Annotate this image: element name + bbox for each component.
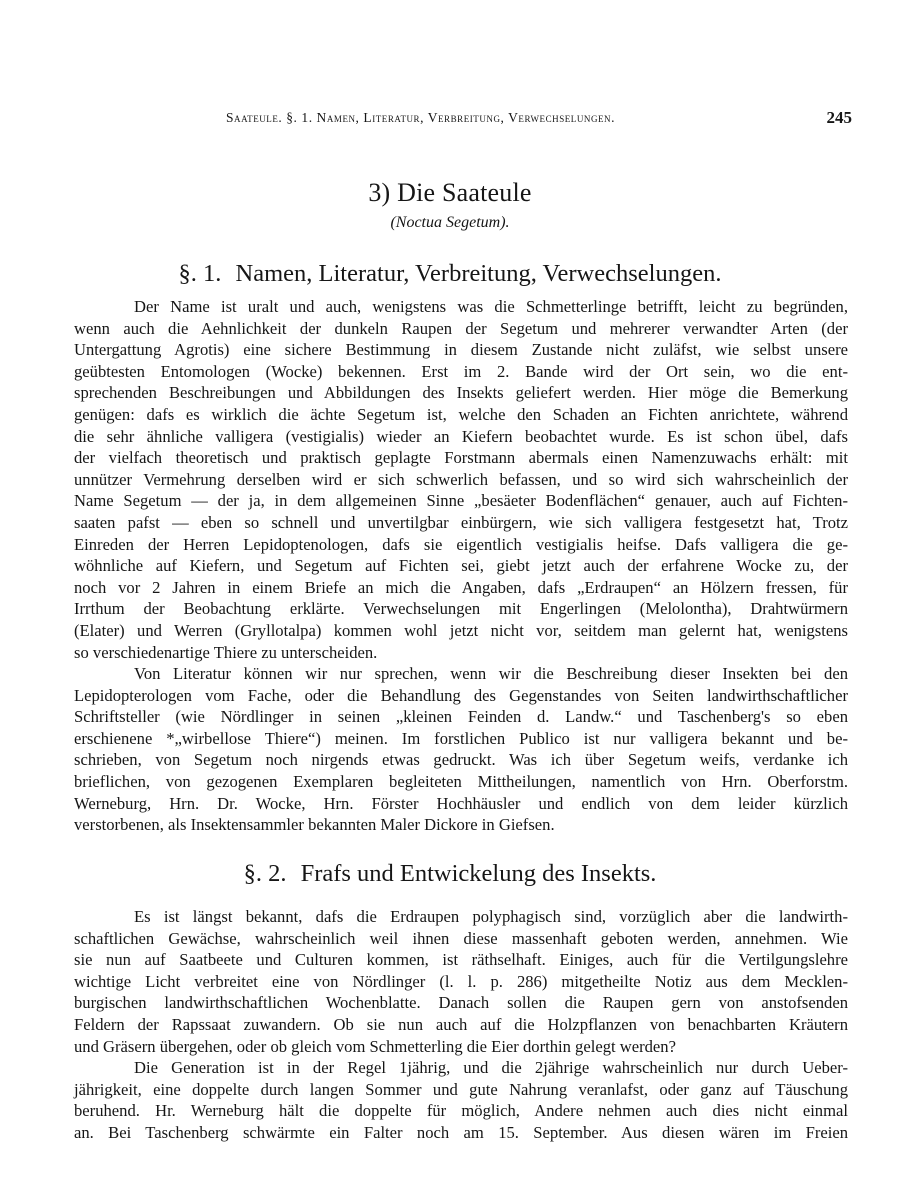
- text-line: Es ist längst bekannt, dafs die Erdraupen polyphagisch sind, vorzüglich aber die landwirth-: [134, 907, 848, 926]
- text-line: Der Name ist uralt und auch, wenigstens was die Schmetterlinge betrifft, leicht zu begründen,: [134, 297, 848, 316]
- text-line: erschienene *„wirbellose Thiere“) meinen. Im forstlichen Publico ist nur valligera bekannt und be-: [74, 728, 848, 748]
- text-line: schrieben, von Segetum noch nirgends etwas gedruckt. Was ich über Segetum weifs, verdanke ich: [74, 750, 848, 770]
- text-line: der vielfach theoretisch und praktisch geplagte Forstmann abermals einen Namenzuwachs erhält: mit: [74, 448, 848, 468]
- text-line: Werneburg, Hrn. Dr. Wocke, Hrn. Förster Hochhäusler und endlich von dem leider kürzlich: [74, 793, 848, 813]
- text-line: Schriftsteller (wie Nördlinger in seinen „kleinen Feinden d. Landw.“ und Taschenberg's so eben: [74, 707, 848, 727]
- text-line: Die Generation ist in der Regel 1jährig, und die 2jährige wahrscheinlich nur durch Ueber-: [134, 1058, 848, 1078]
- page-number: 245: [826, 108, 852, 127]
- text-line: Einreden der Herren Lepidoptenologen, dafs sie eigentlich vestigialis heifse. Dafs valligera die ge-: [74, 534, 848, 554]
- text-line: Untergattung Agrotis) eine sichere Bestimmung in diesem Zustande nicht zuläfst, wie selbst unsere: [74, 340, 848, 360]
- section-1-number: §. 1.: [178, 260, 222, 287]
- text-line: beruhend. Hr. Werneburg hält die doppelte für möglich, Andere nehmen auch dies nicht einmal: [74, 1101, 848, 1121]
- text-line: unnützer Vermehrung derselben wird er sich schwerlich befassen, und so wird sich wahrscheinlich der: [74, 469, 848, 489]
- section-2-body: [74, 906, 848, 1144]
- running-head-text: Saateule. §. 1. Namen, Literatur, Verbreitung, Verwechselungen.: [226, 110, 616, 125]
- text-line: Lepidopterologen vom Fache, oder die Behandlung des Gegenstandes von Seiten landwirthschaftlicher: [74, 685, 848, 705]
- section-2-title: Frafs und Entwickelung des Insekts.: [300, 860, 657, 887]
- text-line: wöhnliche auf Kiefern, und Segetum auf Fichten sei, giebt jetzt auch der erfahrene Wocke zu, der: [74, 556, 848, 576]
- text-line: (Elater) und Werren (Gryllotalpa) kommen wohl jetzt nicht vor, seitdem man gelernt hat, wenigstens: [74, 620, 848, 640]
- text-line: sie nun auf Saatbeete und Culturen kommen, ist räthselhaft. Einiges, auch für die Vertilgungslehre: [74, 950, 848, 970]
- text-line: brieflichen, von gezogenen Exemplaren begleiteten Mittheilungen, namentlich von Hrn. Oberforstm.: [74, 772, 848, 792]
- text-line: noch vor 2 Jahren in einem Briefe an mich die Angaben, dafs „Erdraupen“ an Hölzern fressen, für: [74, 577, 848, 597]
- section-1-title: Namen, Literatur, Verbreitung, Verwechselungen.: [235, 260, 722, 287]
- text-line: geübtesten Entomologen (Wocke) bekennen. Erst im 2. Bande wird der Ort sein, wo die ent-: [74, 361, 848, 381]
- text-line: Name Segetum — der ja, in dem allgemeinen Sinne „besäeter Bodenflächen“ genauer, auch auf Fichten-: [74, 491, 848, 511]
- text-line: Feldern der Rapssaat zuwandern. Ob sie nun auch auf die Holzpflanzen von benachbarten Kräutern: [74, 1014, 848, 1034]
- section-2-heading: [0, 860, 900, 888]
- text-line: schaftlichen Gewächse, wahrscheinlich weil ihnen diese massenhaft geboten werden, annehmen. Wie: [74, 928, 848, 948]
- text-line: burgischen landwirthschaftlichen Wochenblatte. Danach sollen die Raupen gern von anstofsenden: [74, 993, 848, 1013]
- text-line: wenn auch die Aehnlichkeit der dunkeln Raupen der Segetum und mehrerer verwandter Arten (der: [74, 318, 848, 338]
- running-head: [226, 108, 852, 132]
- text-line: genügen: dafs es wirklich die ächte Segetum ist, welche den Schaden an Fichten anrichtete, während: [74, 404, 848, 424]
- section-2-number: §. 2.: [243, 860, 287, 887]
- section-1-body: [74, 296, 848, 836]
- text-line: die sehr ähnliche valligera (vestigialis) wieder an Kiefern beobachtet wurde. Es ist schon übel, dafs: [74, 426, 848, 446]
- text-line: verstorbenen, als Insektensammler bekannten Maler Dickore in Giefsen.: [74, 815, 555, 835]
- chapter-title: 3) Die Saateule: [368, 178, 532, 207]
- text-line: wichtige Licht verbreitet eine von Nördlinger (l. l. p. 286) mitgetheilte Notiz aus dem Mecklen-: [74, 971, 848, 991]
- text-line: an. Bei Taschenberg schwärmte ein Falter noch am 15. September. Aus diesen wären im Freien: [74, 1122, 848, 1142]
- text-line: saaten pafst — eben so schnell und unvertilgbar einbürgern, wie sich valligera festgesetzt hat, Trotz: [74, 512, 848, 532]
- chapter-subtitle: (Noctua Segetum).: [390, 214, 510, 231]
- text-line: Irrthum der Beobachtung erklärte. Verwechselungen mit Engerlingen (Melolontha), Drahtwürmern: [74, 599, 848, 619]
- text-line: jährigkeit, eine doppelte durch langen Sommer und gute Nahrung veranlafst, oder ganz auf Täuschung: [74, 1079, 848, 1099]
- text-line: und Gräsern übergehen, oder ob gleich vom Schmetterling die Eier dorthin gelegt werden?: [74, 1036, 676, 1056]
- text-line: so verschiedenartige Thiere zu unterscheiden.: [74, 642, 378, 662]
- text-line: Von Literatur können wir nur sprechen, wenn wir die Beschreibung dieser Insekten bei den: [134, 664, 848, 684]
- text-line: sprechenden Beschreibungen und Abbildungen des Insekts geliefert werden. Hier möge die Bemerkung: [74, 383, 848, 403]
- section-1-heading: [0, 260, 900, 288]
